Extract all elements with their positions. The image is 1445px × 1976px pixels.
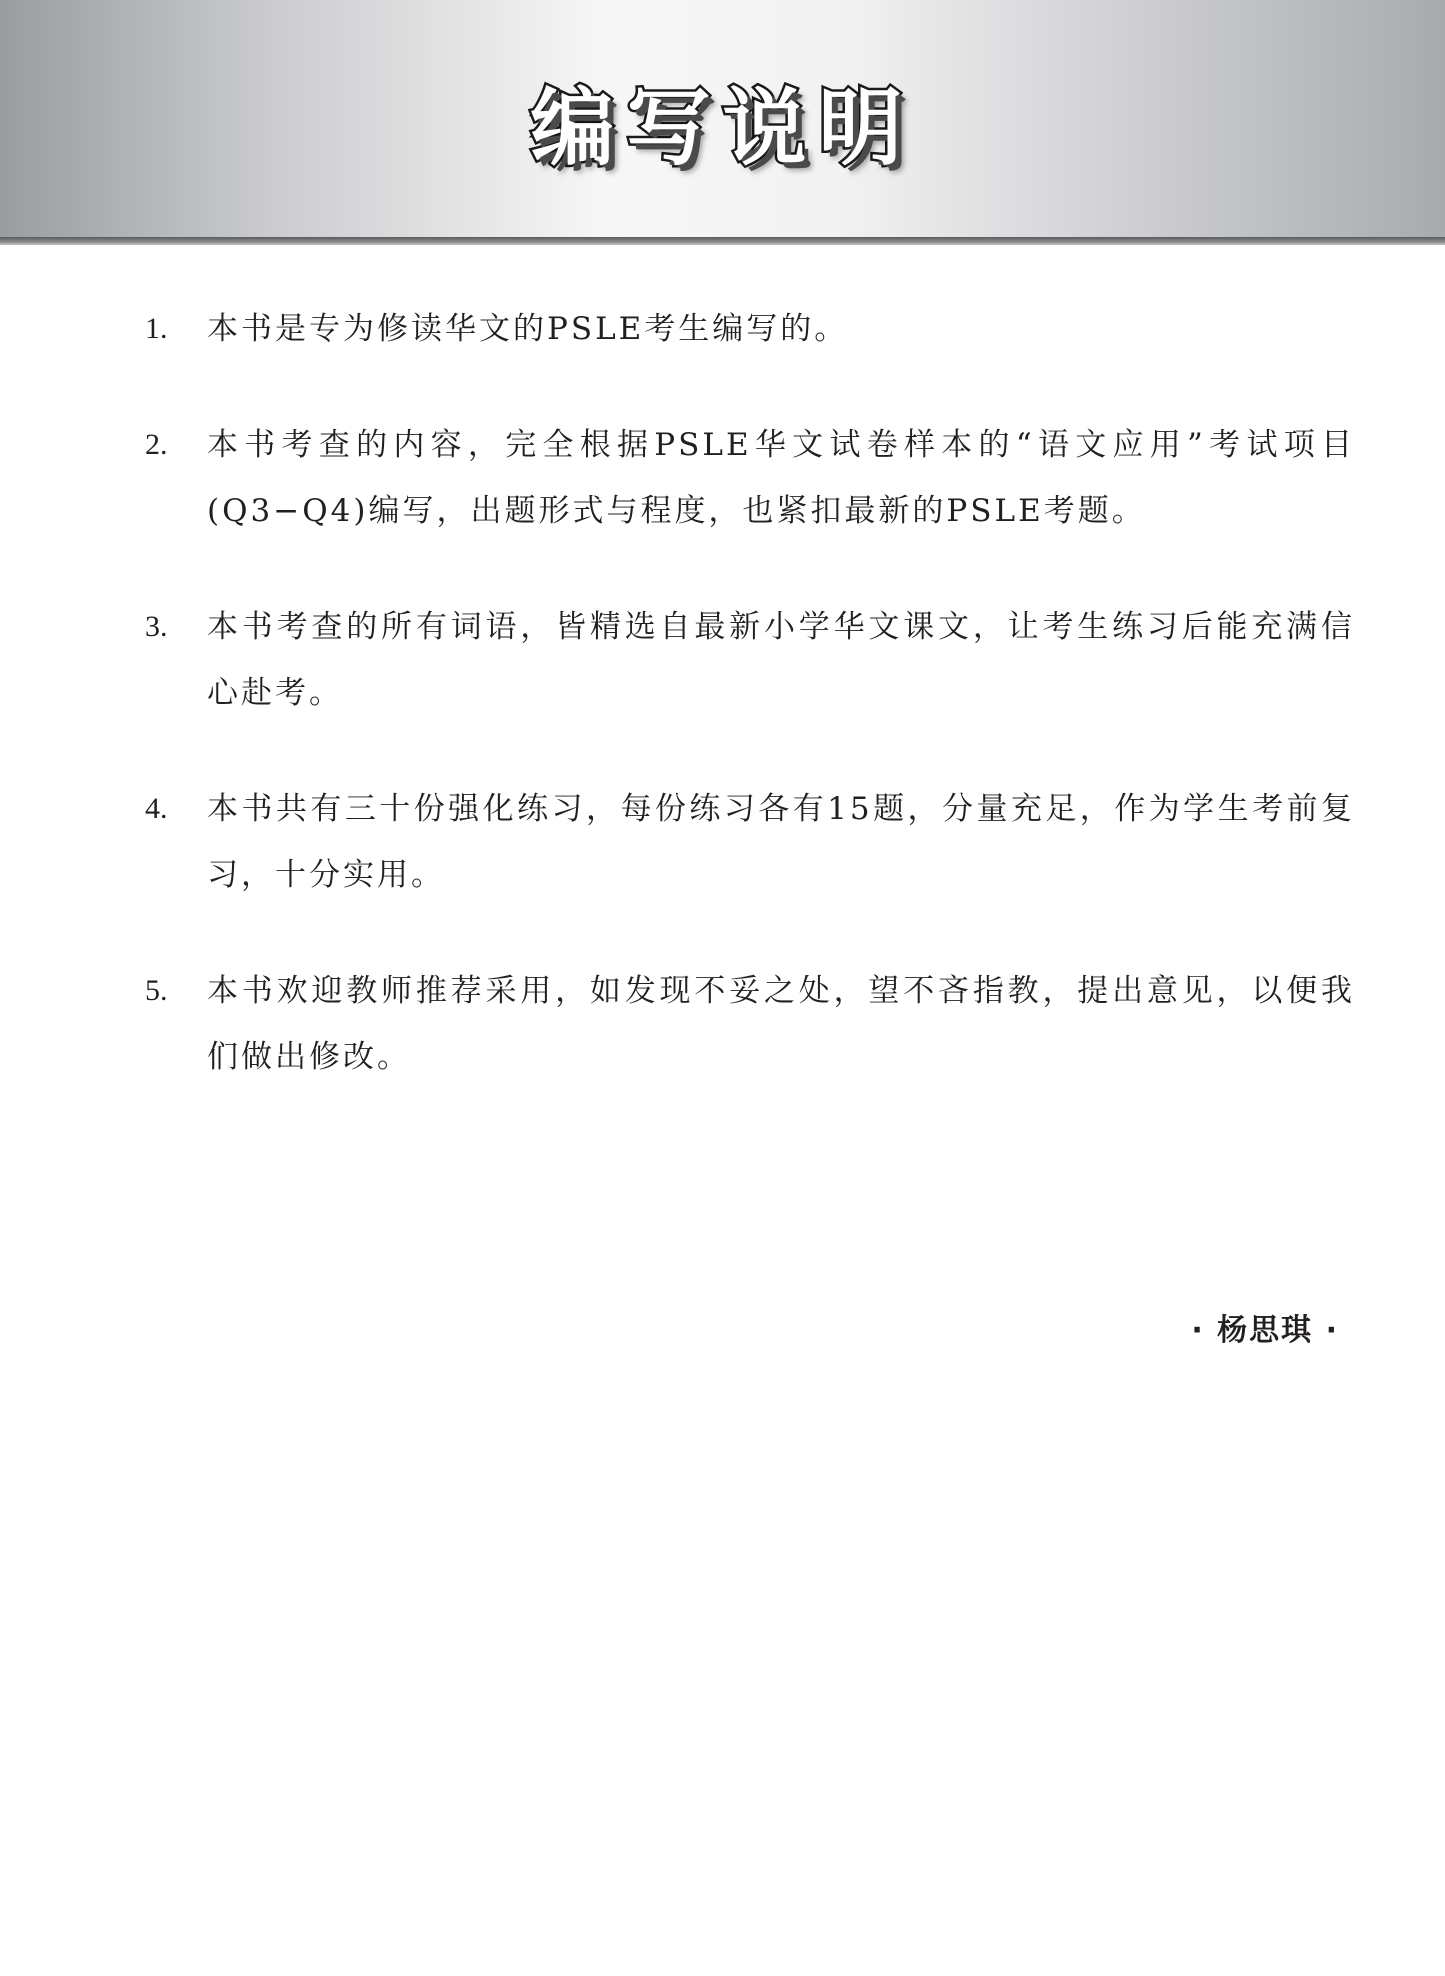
note-text: 本书考查的所有词语，皆精选自最新小学华文课文，让考生练习后能充满信心赴考。: [207, 609, 1355, 711]
note-number: 1.: [145, 312, 168, 345]
page-title: 编写说明: [530, 79, 915, 177]
note-text: 本书是专为修读华文的PSLE考生编写的。: [207, 311, 849, 347]
notes-list: [145, 296, 1355, 1140]
note-item-2: [145, 412, 1355, 544]
note-item-4: [145, 776, 1355, 908]
note-item-3: [145, 594, 1355, 726]
note-text: 本书欢迎教师推荐采用，如发现不妥之处，望不吝指教，提出意见，以便我们做出修改。: [207, 973, 1355, 1075]
note-number: 3.: [145, 610, 168, 643]
note-item-5: [145, 958, 1355, 1090]
note-text: 本书共有三十份强化练习，每份练习各有15题，分量充足，作为学生考前复习，十分实用。: [207, 791, 1355, 893]
note-number: 5.: [145, 974, 168, 1007]
note-number: 4.: [145, 792, 168, 825]
author-signature: · 杨思琪 ·: [1191, 1313, 1339, 1348]
header-divider: [0, 237, 1445, 245]
note-number: 2.: [145, 428, 168, 461]
note-text: 本书考查的内容，完全根据PSLE华文试卷样本的“语文应用”考试项目(Q3−Q4)编写，出题形式与程度，也紧扣最新的PSLE考题。: [207, 427, 1355, 529]
note-item-1: [145, 296, 1355, 362]
